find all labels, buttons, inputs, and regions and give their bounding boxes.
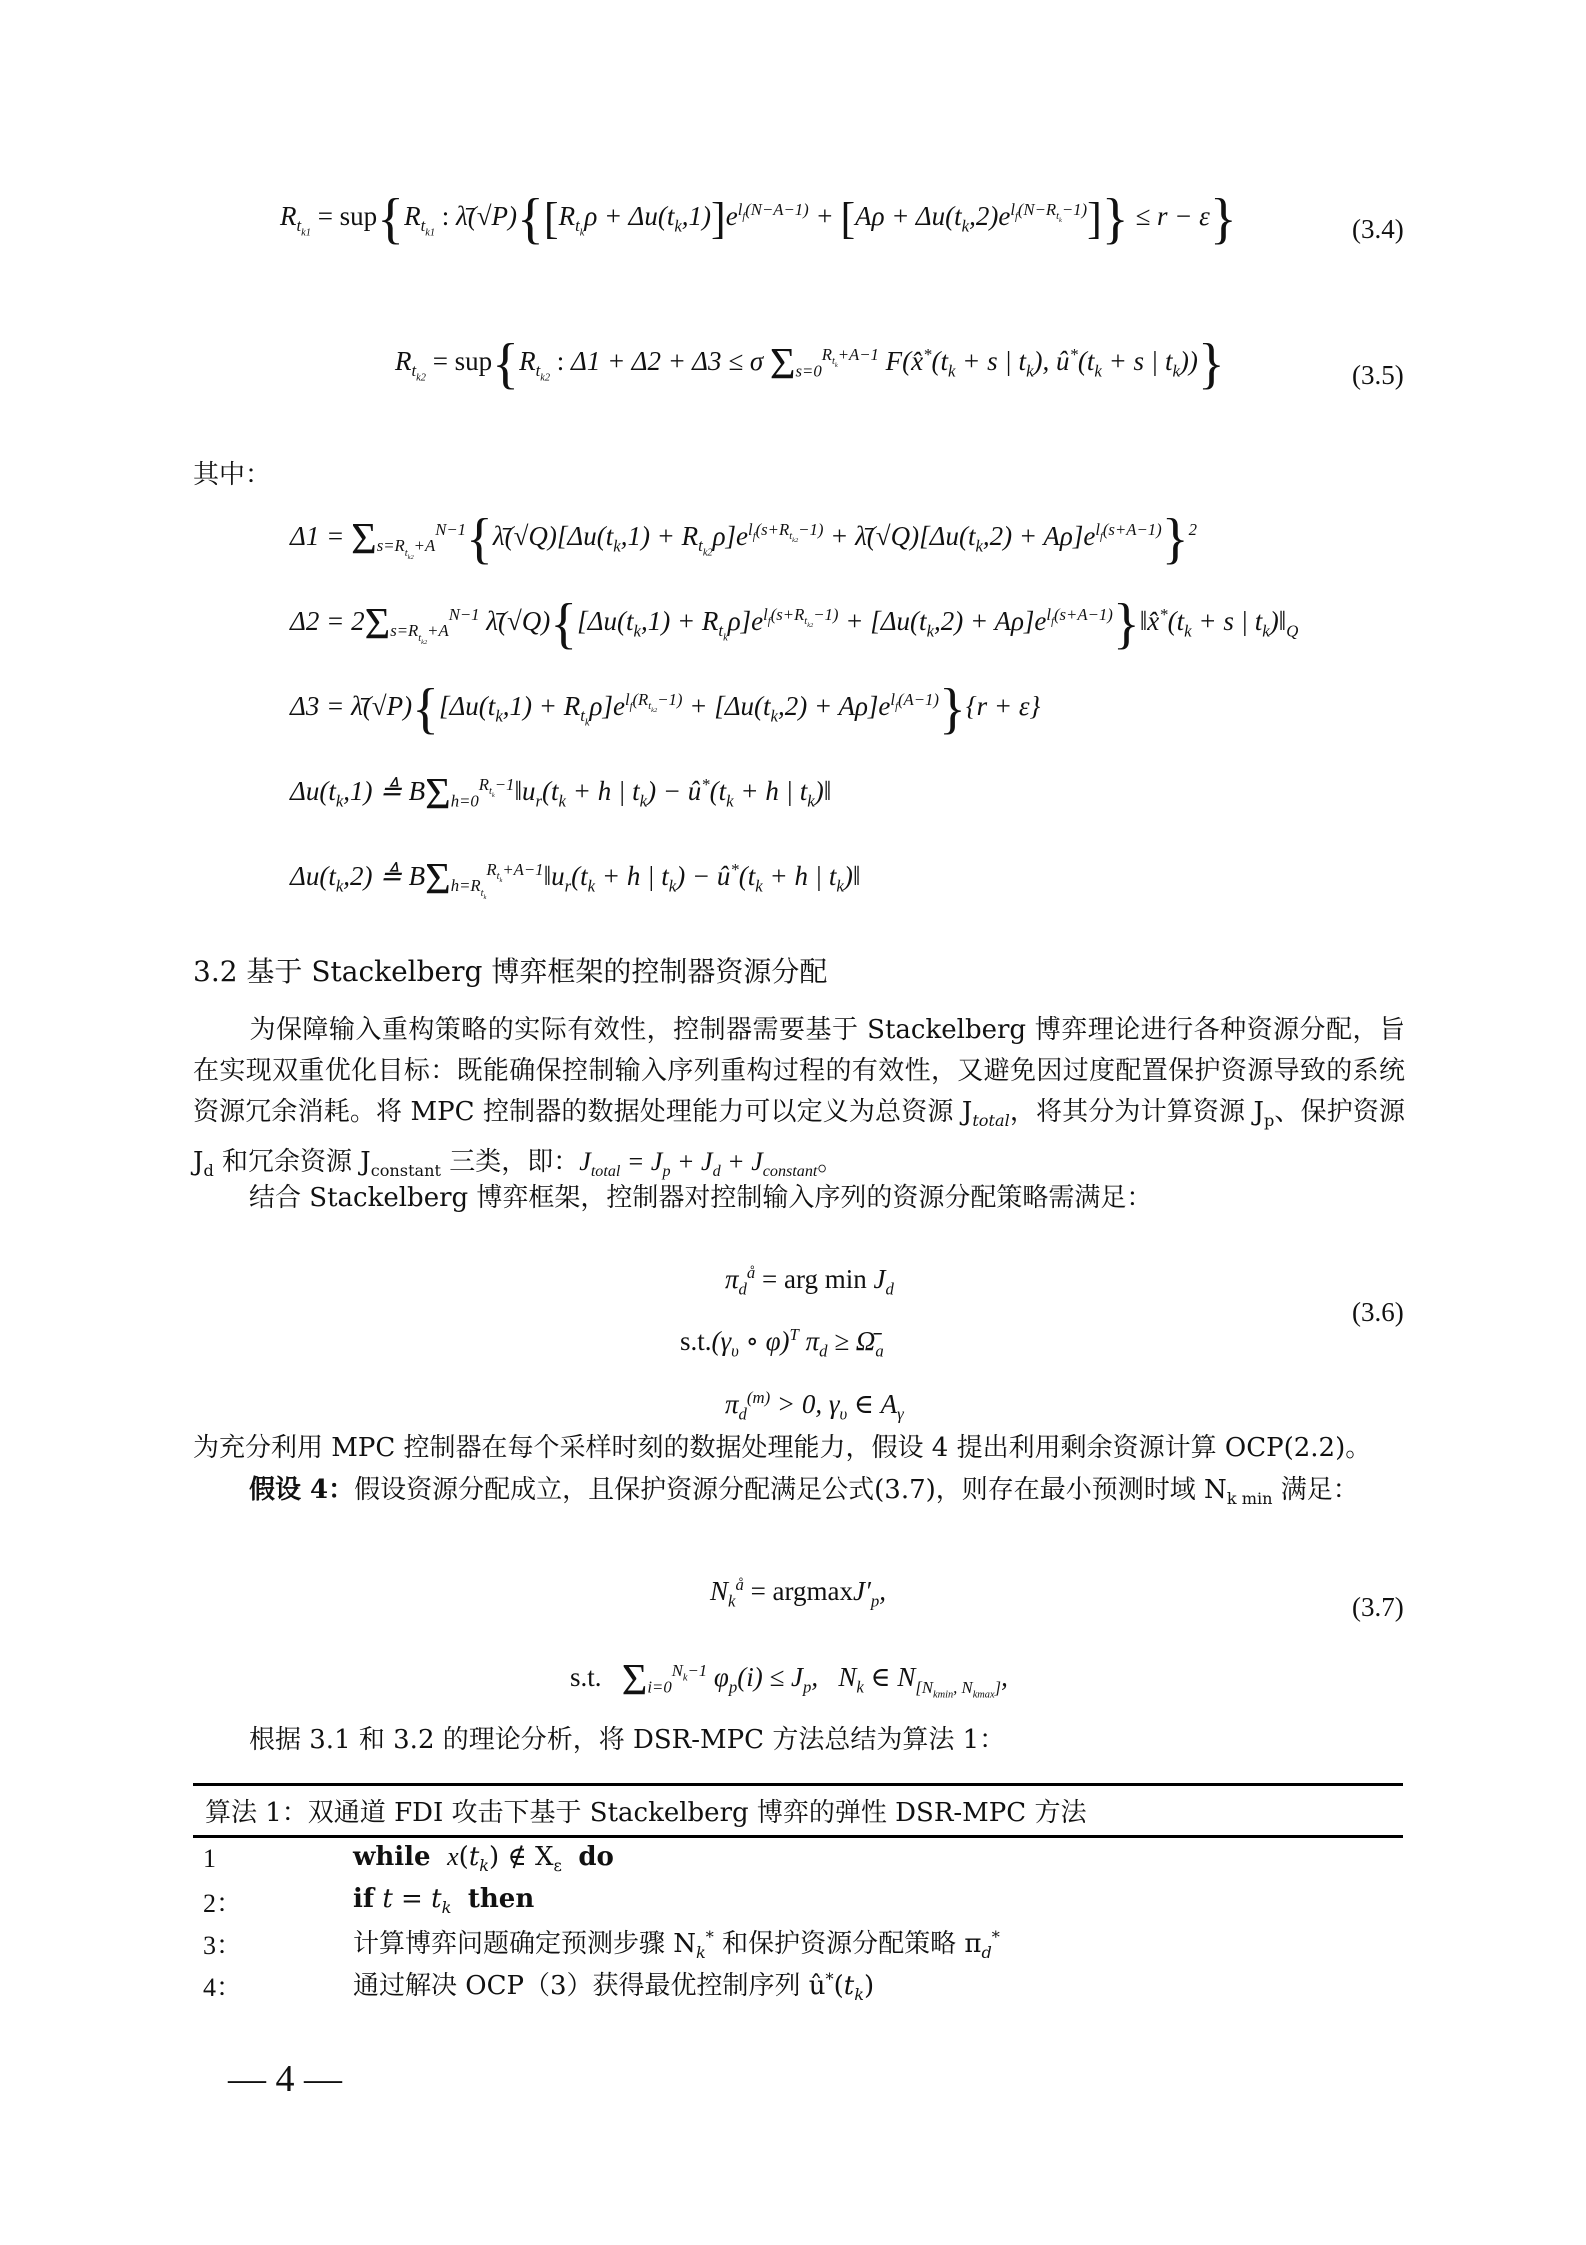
equation-delta3: $\Delta 3 = \lambdā(√P)\{[\Delta u(t_k,1) + R_{t_k}\rho]e^{l_f(R_{t_{k2}}-1)} + [\Delta u(t_k,2) + A\rho]e^{l_f(A-1)}\}\{r + \varepsilon\}$ (290, 677, 1041, 740)
equation-number-3-7: (3.7) (1352, 1592, 1404, 1622)
paragraph-resource-definition: 为保障输入重构策略的实际有效性，控制器需要基于 Stackelberg 博弈理论进行各种资源分配，旨在实现双重优化目标：既能确保控制输入序列重构过程的有效性，又避免因过度配置保护资源导致的系统资源冗余消耗。将 MPC 控制器的数据处理能力可以定义为总资源 $J_{total}$，将其分为计算资源 $J_p$、保护资源 $J_d$ 和冗余资源 $J_{constant}$ 三类，即：$J_{total} = J_p + J_d + J_{constant}$。 (193, 1015, 1405, 1181)
equation-3-5: $R_{t_{k2}} = sup\{R_{t_{k2}}$ : Δ1 + Δ2 + Δ3 ≤ σ $\Sigma_{s=0}^{R_{t_k}+A-1}$ $F(x̂^*(t_k + s$ | $t_k$), $û^*(t_k + s$ | $t_k$))} (395, 332, 1225, 395)
equation-3-4: $R_{t_{k1}} = sup\{R_{t_{k1}}$ : $\lambdā(√P)\{[R_{t_k}\rho + \Delta u(t_k,1)]e^{l_f(N-A-1)} + [A\rho + \Delta u(t_k,2)e^{l_f(N-R_{t_k}-1)}]\} \le r - \varepsilon$} (280, 187, 1237, 250)
equation-number-3-5: (3.5) (1352, 360, 1404, 390)
section-heading: 3.2 基于 Stackelberg 博弈框架的控制器资源分配 (193, 955, 828, 988)
algorithm-row: 4： 通过解决 OCP（3）获得最优控制序列 $û^*(t_k)$ (193, 1964, 1403, 2006)
equation-delta1: $\Delta 1 = \Sigma_{s=R_{t_{k2}}+A}^{N-1}\{\lambdā(√Q)[\Delta u(t_k,1) + R_{t_{k2}}\rho]e^{l_f(s+R_{t_{k2}}-1)}$ + $\lambdā(√Q)[\Delta u(t_k,2) + A\rho]e^{l_f(s+A-1)}\}^2$ (290, 507, 1197, 570)
algorithm-title: 算法 1：双通道 FDI 攻击下基于 Stackelberg 博弈的弹性 DSR-MPC 方法 (193, 1783, 1403, 1838)
algorithm-row: 3： 计算博弈问题确定预测步骤 $N_k^*$ 和保护资源分配策略 $\pi_d^*$ (193, 1922, 1403, 1964)
algorithm-row-number: 3： (203, 1930, 243, 1960)
equation-du2: $\Delta u(t_k,2)$ ≜ $B\Sigma_{h=R_{t_k}}^{R_{t_k}+A-1}‖u_r(t_k + h$ | $t_k$) − $û^*(t_k + h$ | $t_k)‖$ (290, 853, 861, 903)
hypothesis-4: 假设 4：假设资源分配成立，且保护资源分配满足公式(3.7)，则存在最小预测时域 $N_{k min}$ 满足： (249, 1475, 1359, 1509)
label-qizhong: 其中： (193, 460, 272, 490)
algorithm-row-number: 2： (203, 1888, 243, 1918)
algorithm-table (193, 1783, 1403, 2006)
algorithm-row: 2： if $t = t_k$ then (193, 1880, 1403, 1922)
equation-number-3-6: (3.6) (1352, 1297, 1404, 1327)
page-number: — 4 — (228, 2058, 342, 2100)
paragraph-stackelberg: 结合 Stackelberg 博弈框架，控制器对控制输入序列的资源分配策略需满足： (249, 1183, 1153, 1213)
equation-number-3-4: (3.4) (1352, 214, 1404, 244)
paragraph-algorithm-intro: 根据 3.1 和 3.2 的理论分析，将 DSR-MPC 方法总结为算法 1： (249, 1725, 1006, 1755)
equation-3-7: $N_k^å = argmaxJ'_p$, s.t. $\Sigma_{i=0}^{N_k-1}$ $\varphi_p(i) \le J_p$, $N_k$ ∈ $N_{[N_{kmin}, N_{kmax}]}$, (570, 1575, 1008, 1705)
equation-3-6: $\pi_d^å$ = arg $\min J_d$ $s.t.(\gamma_\upsilon$ ∘ φ)$^T$ $\pi_d$ ≥ $\Omegā_a$ $\pi_d^{(m)} > 0$, $\gamma_\upsilon$ ∈ $A_\gamma$ (680, 1263, 904, 1424)
equation-delta2: $\Delta 2 = 2\Sigma_{s=R_{t_{k2}}+A}^{N-1}$ $\lambdā(√Q)\{[\Delta u(t_k,1) + R_{t_k}\rho]e^{l_f(s+R_{t_{k2}}-1)} + [\Delta u(t_k,2)$ + $A\rho]e^{l_f(s+A-1)}\}‖x̂^*(t_k + s$ | $t_k)‖_Q$ (290, 592, 1299, 655)
algorithm-row-number: 4： (203, 1972, 243, 2002)
algorithm-row-number: 1 (203, 1844, 216, 1873)
equation-du1: $\Delta u(t_k,1)$ ≜ $B\Sigma_{h=0}^{R_{t_k}-1}‖u_r(t_k + h$ | $t_k$) − $û^*(t_k + h$ | $t_k)‖$ (290, 768, 832, 818)
algorithm-row: 1 while $x(t_k)$ ∉ $X_\varepsilon$ do (193, 1838, 1403, 1880)
paragraph-ocp: 为充分利用 MPC 控制器在每个采样时刻的数据处理能力，假设 4 提出利用剩余资源计算 OCP(2.2)。 (193, 1433, 1372, 1463)
